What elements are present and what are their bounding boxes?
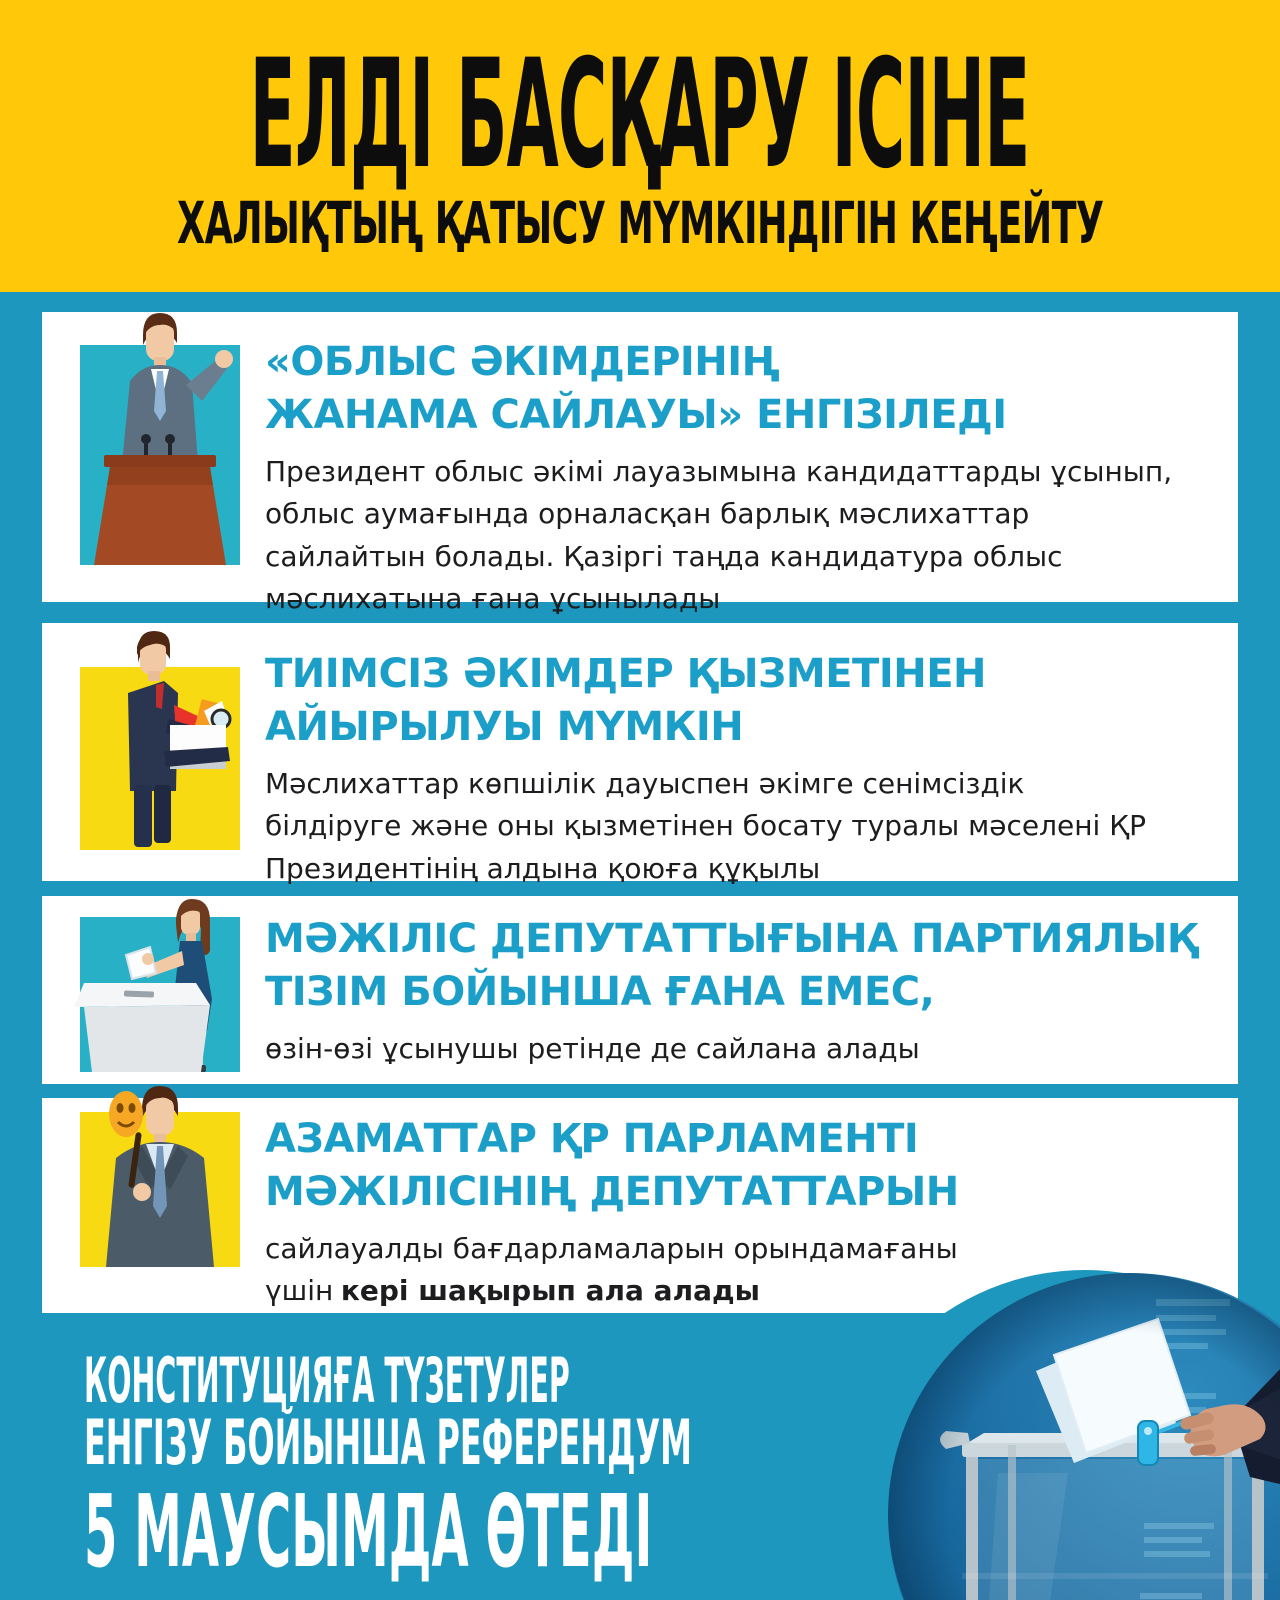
card-title-line2: ЖАНАМА САЙЛАУЫ» ЕНГІЗІЛЕДІ bbox=[265, 391, 1007, 438]
card-title bbox=[265, 648, 1215, 754]
info-card-indirect-election bbox=[42, 312, 1238, 616]
card-title-line1: АЗАМАТТАР ҚР ПАРЛАМЕНТІ bbox=[265, 1116, 919, 1162]
body-line: мәслихатына ғана ұсынылады bbox=[265, 582, 721, 616]
card-title bbox=[265, 1113, 1215, 1219]
body-line: Президент облыс әкімі лауазымына кандидаттарды ұсынып, bbox=[265, 454, 1173, 488]
card-title-line1: МӘЖІЛІС ДЕПУТАТТЫҒЫНА ПАРТИЯЛЫҚ bbox=[265, 916, 1198, 962]
card-title bbox=[265, 913, 1215, 1019]
footer-line2: ЕНГІЗУ БОЙЫНША РЕФЕРЕНДУМ bbox=[84, 1406, 692, 1479]
footer-line1: КОНСТИТУЦИЯҒА ТҮЗЕТУЛЕР bbox=[84, 1344, 570, 1417]
card-body bbox=[265, 451, 1215, 621]
body-line-bold: кері шақырып ала алады bbox=[340, 1274, 760, 1308]
info-card-akim-dismissal bbox=[42, 623, 1238, 885]
footer-date-line: 5 МАУСЫМДА ӨТЕДІ bbox=[84, 1473, 653, 1590]
card-title-line2: ТІЗІМ БОЙЫНША ҒАНА ЕМЕС, bbox=[265, 968, 935, 1015]
speaker-at-podium-icon bbox=[80, 345, 240, 565]
card-title-line2: МӘЖІЛІСІНІҢ ДЕПУТАТТАРЫН bbox=[265, 1168, 959, 1215]
card-title-line1: ТИІМСІЗ ӘКІМДЕР ҚЫЗМЕТІНЕН bbox=[265, 651, 987, 697]
poster-subtitle: ХАЛЫҚТЫҢ ҚАТЫСУ МҮМКІНДІГІН КЕҢЕЙТУ bbox=[176, 189, 1104, 257]
body-line: білдіруге және оны қызметінен босату туралы мәселені ҚР bbox=[265, 809, 1146, 843]
info-card-mazhilis-self-nomination bbox=[42, 896, 1238, 1084]
body-line: сайлайтын болады. Қазіргі таңда кандидатура облыс bbox=[265, 539, 1063, 573]
fired-official-with-box-icon bbox=[80, 667, 240, 850]
body-line: өзін-өзі ұсынушы ретінде де сайлана алады bbox=[265, 1031, 920, 1065]
card-body bbox=[265, 763, 1215, 891]
poster-title: ЕЛДІ БАСҚАРУ ІСІНЕ bbox=[250, 28, 1030, 202]
header-banner bbox=[0, 0, 1280, 292]
man-with-mask-icon bbox=[80, 1112, 240, 1267]
card-title-line2: АЙЫРЫЛУЫ МҮМКІН bbox=[265, 703, 744, 750]
body-line: облыс аумағында орналасқан барлық мәслихаттар bbox=[265, 497, 1030, 531]
body-line: Президентінің алдына қоюға құқылы bbox=[265, 851, 821, 885]
woman-voting-ballot-box-icon bbox=[80, 917, 240, 1072]
card-body bbox=[265, 1028, 1215, 1071]
body-line: сайлауалды бағдарламаларын орындамағаны bbox=[265, 1231, 958, 1265]
card-title-line1: «ОБЛЫС ӘКІМДЕРІНІҢ bbox=[265, 339, 780, 385]
body-line: Мәслихаттар көпшілік дауыспен әкімге сенімсіздік bbox=[265, 766, 1025, 800]
body-line-prefix: үшін bbox=[265, 1274, 334, 1308]
footer-announcement bbox=[84, 1344, 1268, 1590]
card-title bbox=[265, 336, 1215, 442]
